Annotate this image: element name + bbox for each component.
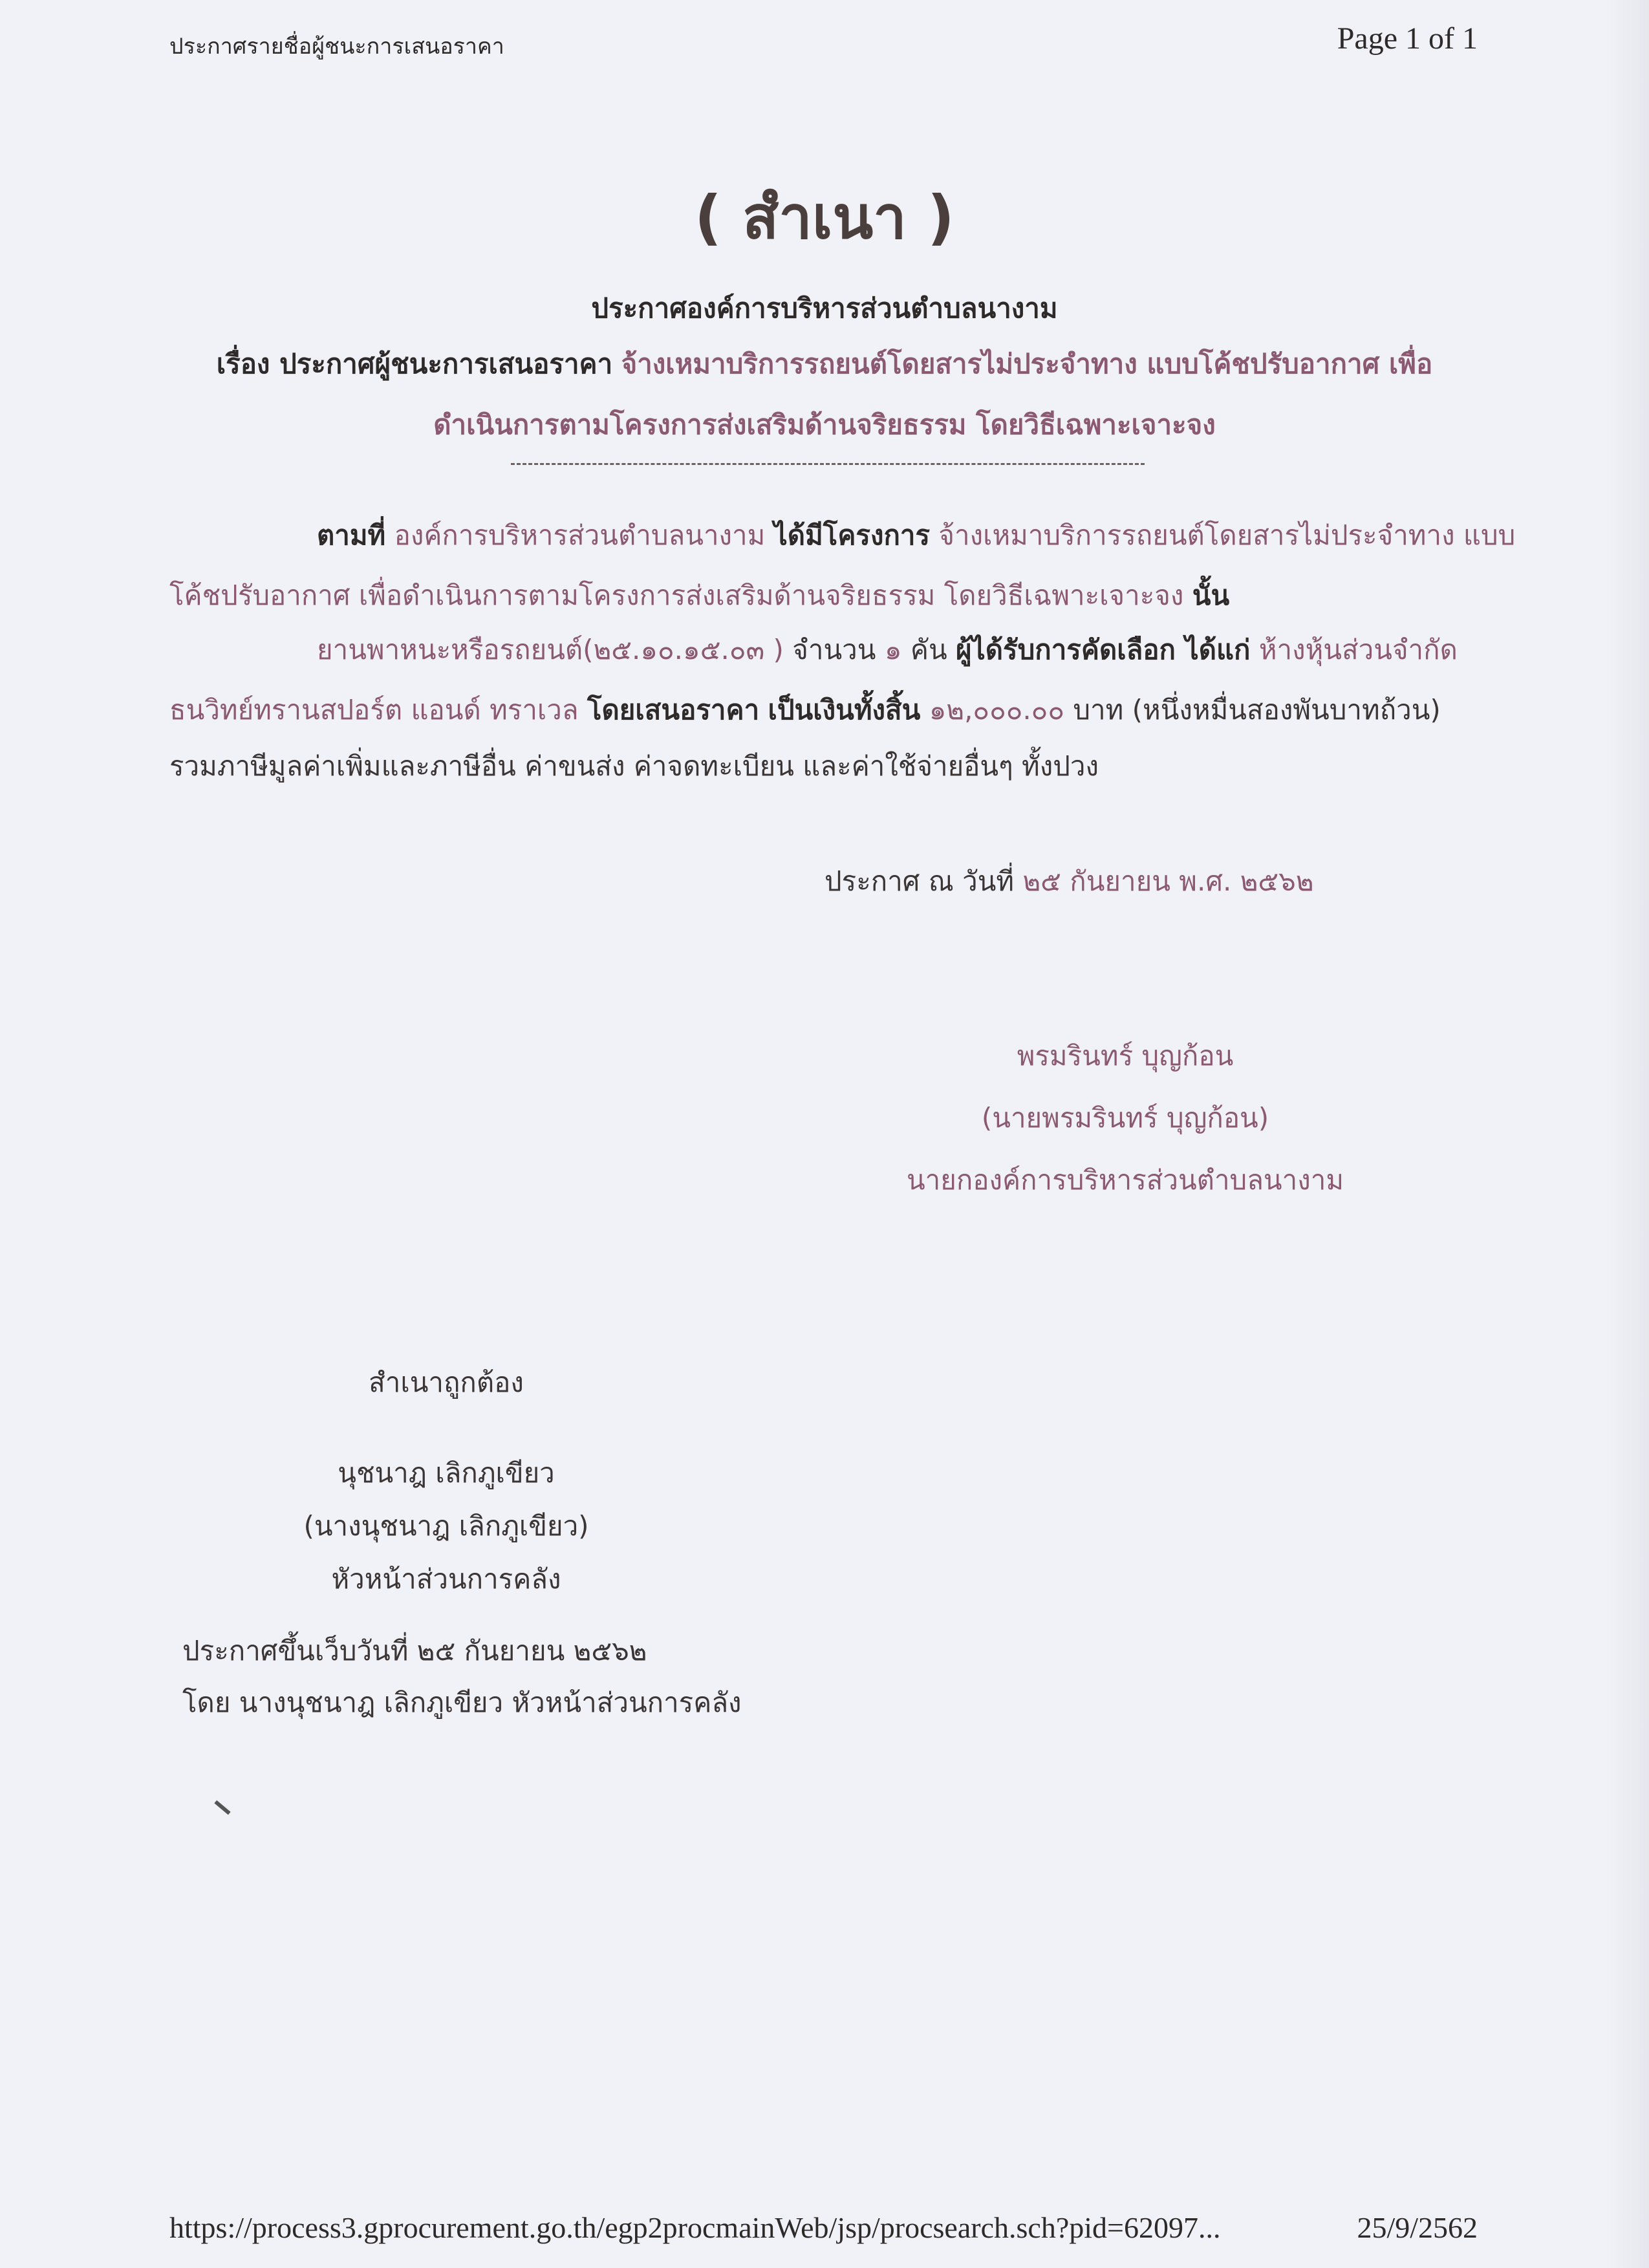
- footer-url: https://process3.gprocurement.go.th/egp2procmainWeb/jsp/procsearch.sch?pid=62097...: [169, 2211, 1221, 2244]
- subject-text-continued: ดำเนินการตามโครงการส่งเสริมด้านจริยธรรม โดยวิธีเฉพาะเจาะจง: [433, 409, 1216, 440]
- certifier-full-name: (นางนุชนาฎ เลิกภูเขียว): [303, 1510, 589, 1542]
- p2-l1b: จำนวน: [792, 634, 876, 665]
- separator-line: [511, 463, 1145, 465]
- scan-edge-shadow: [1604, 0, 1649, 2268]
- certifier-name: นุชนาฎ เลิกภูเขียว: [338, 1457, 555, 1489]
- p2-l2e: บาท: [1073, 694, 1124, 726]
- print-header-title: ประกาศรายชื่อผู้ชนะการเสนอราคา: [169, 34, 504, 59]
- signer-name: พรมรินทร์ บุญก้อน: [1017, 1040, 1234, 1072]
- paragraph-2-line-2: [169, 689, 1441, 731]
- certified-label: สำเนาถูกต้อง: [369, 1366, 524, 1398]
- announce-date: [824, 860, 1314, 903]
- signer-position: นายกองค์การบริหารส่วนตำบลนางาม: [906, 1164, 1344, 1196]
- page-number: Page 1 of 1: [1337, 21, 1478, 56]
- p1-l2a: โค้ชปรับอากาศ เพื่อดำเนินการตามโครงการส่งเสริมด้านจริยธรรม โดยวิธีเฉพาะเจาะจง: [169, 579, 1184, 611]
- date-value: ๒๕ กันยายน พ.ศ. ๒๕๖๒: [1022, 865, 1314, 897]
- subject-line: [0, 343, 1649, 385]
- posted-date-line: ประกาศขึ้นเว็บวันที่ ๒๕ กันยายน ๒๕๖๒: [182, 1635, 647, 1667]
- paragraph-1-line-1: [317, 514, 1515, 557]
- p1-l1a: ตามที่: [317, 519, 386, 551]
- scan-mark: [214, 1800, 230, 1815]
- announcer-heading: ประกาศองค์การบริหารส่วนตำบลนางาม: [591, 292, 1058, 324]
- p2-l1a: ยานพาหนะหรือรถยนต์(๒๕.๑๐.๑๕.๐๓ ): [317, 634, 784, 665]
- paragraph-2-line-3: รวมภาษีมูลค่าเพิ่มและภาษีอื่น ค่าขนส่ง ค่าจดทะเบียน และค่าใช้จ่ายอื่นๆ ทั้งปวง: [169, 750, 1099, 782]
- p1-l2b: นั้น: [1192, 579, 1230, 611]
- p2-l1f: ห้างหุ้นส่วนจำกัด: [1258, 634, 1458, 665]
- paragraph-2-line-1: [317, 629, 1458, 671]
- p2-l1d: คัน: [910, 634, 947, 665]
- posted-by-line: โดย นางนุชนาฎ เลิกภูเขียว หัวหน้าส่วนการคลัง: [182, 1687, 742, 1718]
- p2-l2a: ธนวิทย์ทรานสปอร์ต แอนด์ ทราเวล: [169, 694, 579, 726]
- certified-copy-block: [246, 1361, 647, 1601]
- p1-l1b: องค์การบริหารส่วนตำบลนางาม: [394, 519, 766, 551]
- p2-l1e: ผู้ได้รับการคัดเลือก ได้แก่: [956, 634, 1251, 665]
- p2-l2f: (หนึ่งหมื่นสองพันบาทถ้วน): [1132, 694, 1441, 726]
- p2-l2b: โดยเสนอราคา: [587, 694, 760, 726]
- copy-title: ( สำเนา ): [695, 183, 954, 252]
- p2-l2d: ๑๒,๐๐๐.๐๐: [929, 694, 1064, 726]
- p1-l1d: จ้างเหมาบริการรถยนต์โดยสารไม่ประจำทาง แบบ: [938, 519, 1516, 551]
- subject-text: จ้างเหมาบริการรถยนต์โดยสารไม่ประจำทาง แบบโค้ชปรับอากาศ เพื่อ: [621, 348, 1433, 380]
- paragraph-1-line-2: [169, 574, 1229, 617]
- p1-l1c: ได้มีโครงการ: [773, 519, 931, 551]
- certifier-position: หัวหน้าส่วนการคลัง: [331, 1563, 561, 1595]
- signer-full-name: (นายพรมรินทร์ บุญก้อน): [981, 1102, 1269, 1134]
- date-label: ประกาศ ณ วันที่: [824, 865, 1015, 897]
- p2-l1c: ๑: [884, 634, 902, 665]
- footer-date: 25/9/2562: [1357, 2211, 1478, 2244]
- p2-l2c: เป็นเงินทั้งสิ้น: [768, 694, 921, 726]
- signer-block: [892, 1035, 1358, 1221]
- subject-label: เรื่อง ประกาศผู้ชนะการเสนอราคา: [216, 348, 613, 380]
